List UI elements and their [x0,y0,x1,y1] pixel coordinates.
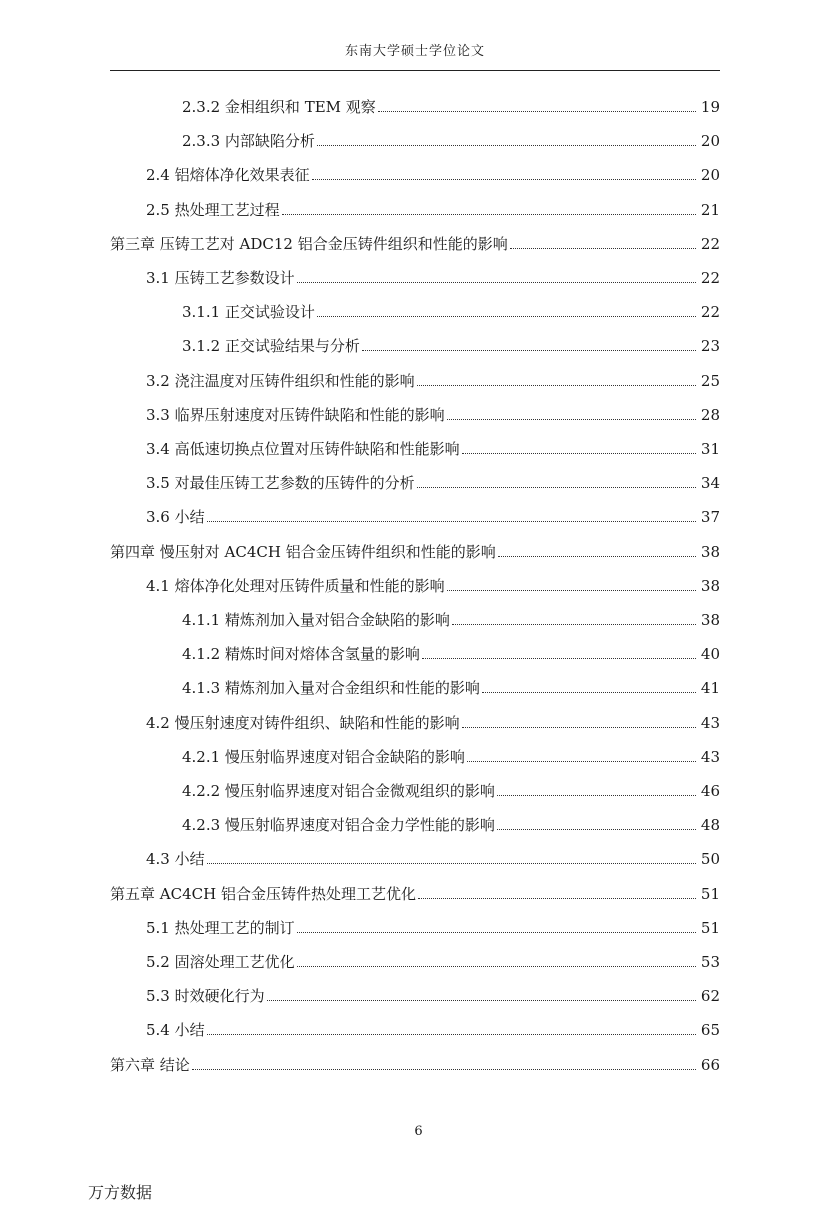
toc-entry-label: 3.3 临界压射速度对压铸件缺陷和性能的影响 [146,406,445,424]
toc-entry[interactable] [146,948,720,972]
toc-entry-label: 第六章 结论 [110,1056,190,1074]
toc-entry-page: 19 [700,98,720,116]
toc-entry-label: 3.4 高低速切换点位置对压铸件缺陷和性能影响 [146,440,460,458]
toc-dot-leader [447,590,696,591]
toc-dot-leader [297,966,696,967]
toc-entry[interactable] [146,264,720,288]
toc-entry[interactable] [182,127,720,151]
toc-entry-label: 5.3 时效硬化行为 [146,987,265,1005]
toc-dot-leader [497,795,696,796]
toc-entry-page: 22 [700,235,720,253]
toc-dot-leader [417,487,696,488]
toc-entry-label: 5.1 热处理工艺的制订 [146,919,295,937]
toc-entry-page: 41 [700,679,720,697]
toc-entry-page: 21 [700,201,720,219]
toc-entry-page: 65 [700,1021,720,1039]
toc-entry-label: 4.1 熔体净化处理对压铸件质量和性能的影响 [146,577,445,595]
toc-entry[interactable] [110,1051,720,1075]
toc-dot-leader [462,727,696,728]
toc-entry[interactable] [146,914,720,938]
toc-entry-page: 51 [700,919,720,937]
toc-entry[interactable] [146,401,720,425]
toc-entry-label: 4.1.3 精炼剂加入量对合金组织和性能的影响 [182,679,480,697]
toc-dot-leader [378,111,696,112]
toc-dot-leader [467,761,696,762]
toc-entry-page: 62 [700,987,720,1005]
header-rule [110,70,720,71]
toc-entry-label: 4.1.1 精炼剂加入量对铝合金缺陷的影响 [182,611,450,629]
toc-dot-leader [417,385,696,386]
toc-entry[interactable] [146,435,720,459]
toc-entry-label: 2.4 铝熔体净化效果表征 [146,166,310,184]
toc-entry-page: 43 [700,748,720,766]
toc-dot-leader [282,214,696,215]
toc-entry[interactable] [146,196,720,220]
toc-entry[interactable] [110,880,720,904]
toc-dot-leader [462,453,696,454]
toc-dot-leader [498,556,696,557]
toc-dot-leader [497,829,696,830]
toc-entry-page: 38 [700,543,720,561]
toc-entry-label: 4.2.1 慢压射临界速度对铝合金缺陷的影响 [182,748,465,766]
toc-entry-label: 3.1.2 正交试验结果与分析 [182,337,360,355]
toc-entry-page: 22 [700,269,720,287]
toc-entry[interactable] [146,503,720,527]
toc-dot-leader [482,692,696,693]
toc-entry-label: 5.2 固溶处理工艺优化 [146,953,295,971]
toc-entry[interactable] [182,332,720,356]
toc-dot-leader [422,658,696,659]
toc-entry-label: 4.2.3 慢压射临界速度对铝合金力学性能的影响 [182,816,495,834]
toc-entry-label: 2.3.2 金相组织和 TEM 观察 [182,98,376,116]
toc-dot-leader [510,248,696,249]
toc-entry-page: 31 [700,440,720,458]
toc-entry-page: 38 [700,577,720,595]
toc-entry[interactable] [146,1016,720,1040]
toc-entry[interactable] [146,572,720,596]
toc-entry-label: 3.1.1 正交试验设计 [182,303,315,321]
toc-entry-page: 34 [700,474,720,492]
toc-entry-page: 48 [700,816,720,834]
toc-entry-label: 3.1 压铸工艺参数设计 [146,269,295,287]
toc-dot-leader [452,624,696,625]
toc-dot-leader [317,145,696,146]
toc-entry-label: 4.1.2 精炼时间对熔体含氢量的影响 [182,645,420,663]
toc-entry-label: 第四章 慢压射对 AC4CH 铝合金压铸件组织和性能的影响 [110,543,496,561]
toc-dot-leader [312,179,696,180]
toc-dot-leader [297,932,696,933]
toc-entry-page: 37 [700,508,720,526]
toc-entry-page: 43 [700,714,720,732]
toc-dot-leader [418,898,696,899]
toc-entry[interactable] [146,161,720,185]
toc-dot-leader [267,1000,696,1001]
toc-dot-leader [362,350,696,351]
watermark-text: 万方数据 [88,1183,153,1202]
toc-entry-page: 22 [700,303,720,321]
toc-entry-page: 66 [700,1056,720,1074]
toc-entry-label: 第五章 AC4CH 铝合金压铸件热处理工艺优化 [110,885,416,903]
running-header: 东南大学硕士学位论文 [344,44,485,59]
page-number: 6 [414,1124,423,1139]
toc-dot-leader [297,282,696,283]
toc-dot-leader [207,521,696,522]
toc-entry-label: 4.2 慢压射速度对铸件组织、缺陷和性能的影响 [146,714,460,732]
toc-entry-page: 53 [700,953,720,971]
toc-entry-label: 3.6 小结 [146,508,205,526]
toc-entry-label: 4.3 小结 [146,850,205,868]
toc-entry[interactable] [182,743,720,767]
toc-entry-page: 46 [700,782,720,800]
toc-entry-label: 3.5 对最佳压铸工艺参数的压铸件的分析 [146,474,415,492]
toc-entry-page: 51 [700,885,720,903]
toc-entry[interactable] [146,982,720,1006]
toc-entry[interactable] [182,640,720,664]
toc-entry-page: 23 [700,337,720,355]
toc-entry-page: 20 [700,166,720,184]
toc-entry[interactable] [146,709,720,733]
toc-entry-label: 第三章 压铸工艺对 ADC12 铝合金压铸件组织和性能的影响 [110,235,508,253]
toc-entry-page: 25 [700,372,720,390]
toc-dot-leader [207,1034,696,1035]
toc-dot-leader [207,863,696,864]
toc-dot-leader [317,316,696,317]
toc-entry[interactable] [146,845,720,869]
toc-entry-page: 20 [700,132,720,150]
toc-entry[interactable] [110,538,720,562]
toc-entry-label: 4.2.2 慢压射临界速度对铝合金微观组织的影响 [182,782,495,800]
toc-entry-label: 5.4 小结 [146,1021,205,1039]
toc-entry-label: 2.3.3 内部缺陷分析 [182,132,315,150]
toc-entry-page: 38 [700,611,720,629]
toc-entry[interactable] [182,811,720,835]
toc-entry[interactable] [182,777,720,801]
toc-dot-leader [447,419,696,420]
toc-entry[interactable] [182,93,720,117]
toc-entry-page: 40 [700,645,720,663]
toc-entry[interactable] [182,606,720,630]
toc-entry[interactable] [146,367,720,391]
toc-entry[interactable] [182,298,720,322]
toc-entry[interactable] [146,469,720,493]
toc-entry-label: 2.5 热处理工艺过程 [146,201,280,219]
toc-dot-leader [192,1069,696,1070]
toc-entry-page: 50 [700,850,720,868]
toc-entry-label: 3.2 浇注温度对压铸件组织和性能的影响 [146,372,415,390]
toc-entry[interactable] [110,230,720,254]
toc-entry[interactable] [182,674,720,698]
toc-entry-page: 28 [700,406,720,424]
